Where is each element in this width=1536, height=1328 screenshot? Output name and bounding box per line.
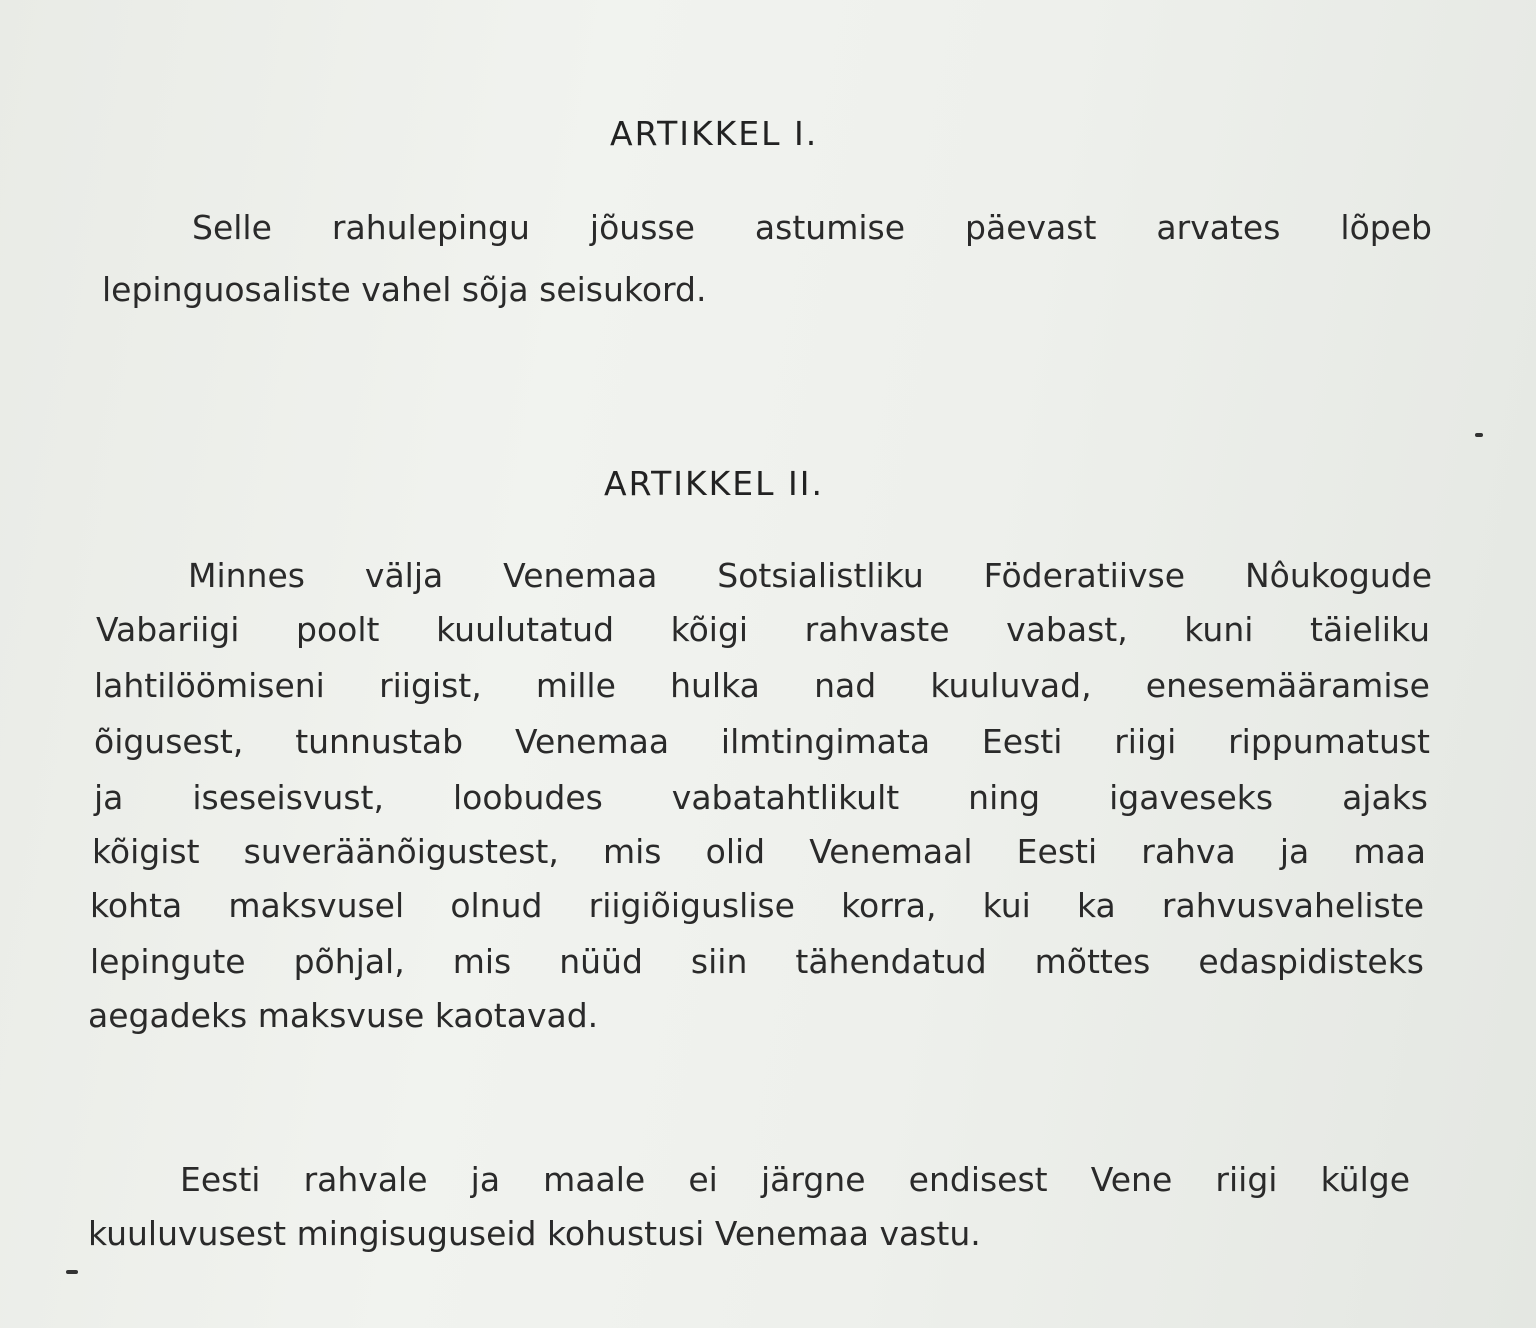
article-2-line-9: aegadeks maksvuse kaotavad. (88, 996, 599, 1035)
article-2-line-3: lahtilöömiseni riigist, mille hulka nad kuuluvad, enesemääramise (94, 666, 1430, 705)
article-2-para2-line-1: Eesti rahvale ja maale ei järgne endisest Vene riigi külge (180, 1160, 1410, 1199)
article-2-line-7: kohta maksvusel olnud riigiõiguslise korra, kui ka rahvusvaheliste (90, 886, 1424, 925)
ink-speck (1475, 433, 1483, 437)
article-2-line-8: lepingute põhjal, mis nüüd siin tähendatud mõttes edaspidisteks (90, 942, 1424, 981)
article-2-line-2: Vabariigi poolt kuulutatud kõigi rahvaste vabast, kuni täieliku (96, 610, 1430, 649)
article-1-line-2: lepinguosaliste vahel sõja seisukord. (102, 270, 707, 309)
article-2-para2-line-2: kuuluvusest mingisuguseid kohustusi Venemaa vastu. (88, 1214, 981, 1253)
article-1-heading: ARTIKKEL I. (610, 114, 819, 153)
article-2-line-5: ja iseseisvust, loobudes vabatahtlikult ning igaveseks ajaks (94, 778, 1428, 817)
article-2-line-6: kõigist suveräänõigustest, mis olid Venemaal Eesti rahva ja maa (92, 832, 1426, 871)
ink-speck (66, 1270, 78, 1274)
article-2-line-4: õigusest, tunnustab Venemaa ilmtingimata Eesti riigi rippumatust (94, 722, 1430, 761)
article-1-line-1: Selle rahulepingu jõusse astumise päevast arvates lõpeb (192, 208, 1432, 247)
article-2-line-1: Minnes välja Venemaa Sotsialistliku Föderatiivse Nôukogude (188, 556, 1432, 595)
article-2-heading: ARTIKKEL II. (604, 464, 824, 503)
